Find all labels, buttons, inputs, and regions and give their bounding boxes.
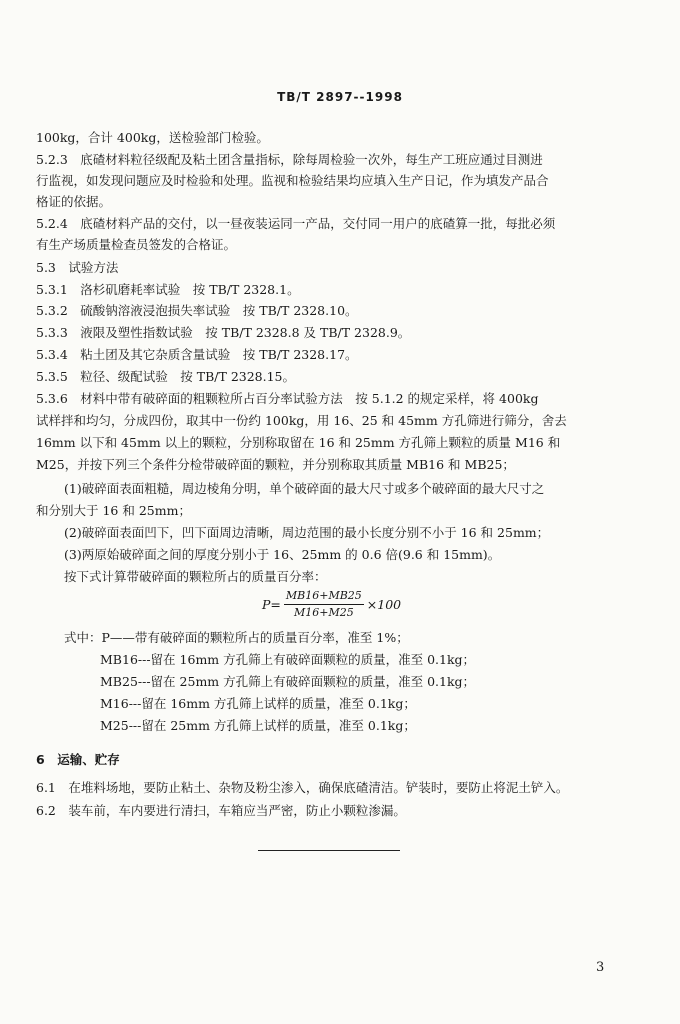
clause-5-3: 5.3 试验方法: [36, 260, 119, 275]
where-m25: M25---留在 25mm 方孔筛上试样的质量，准至 0.1kg；: [100, 718, 416, 733]
text-line: 100kg，合计 400kg，送检验部门检验。: [36, 130, 269, 145]
standard-header: TB/T 2897--1998: [277, 90, 403, 104]
clause-5-2-3: 5.2.3 底碴材料粒径级配及粘土团含量指标，除每周检验一次外，每生产工班应通过目测进: [36, 152, 543, 167]
formula-intro: 按下式计算带破碎面的颗粒所占的质量百分率：: [64, 569, 327, 584]
end-rule: [258, 850, 400, 851]
condition-3: (3)两原始破碎面之间的厚度分别小于 16、25mm 的 0.6 倍(9.6 和 15mm)。: [64, 547, 501, 562]
clause-6-2: 6.2 装车前，车内要进行清扫，车箱应当严密，防止小颗粒渗漏。: [36, 803, 406, 818]
where-p: 式中：P——带有破碎面的颗粒所占的质量百分率，准至 1%；: [64, 630, 409, 645]
formula-fraction: [284, 589, 364, 620]
formula-multiplier: ×100: [366, 596, 402, 612]
text-line: 和分别大于 16 和 25mm；: [36, 503, 191, 518]
text-line: 试样拌和均匀，分成四份，取其中一份约 100kg，用 16、25 和 45mm 方孔筛进行筛分，舍去: [36, 413, 567, 428]
text-line: M25，并按下列三个条件分检带破碎面的颗粒，并分别称取其质量 MB16 和 MB25；: [36, 457, 515, 472]
clause-5-3-2: 5.3.2 硫酸钠溶液浸泡损失率试验 按 TB/T 2328.10。: [36, 303, 358, 318]
text-line: 16mm 以下和 45mm 以上的颗粒，分别称取留在 16 和 25mm 方孔筛上颗粒的质量 M16 和: [36, 435, 561, 450]
clause-5-3-6: 5.3.6 材料中带有破碎面的粗颗粒所占百分率试验方法 按 5.1.2 的规定采样，将 400kg: [36, 391, 539, 406]
where-mb16: MB16---留在 16mm 方孔筛上有破碎面颗粒的质量，准至 0.1kg；: [100, 652, 476, 667]
text-line: 行监视，如发现问题应及时检验和处理。监视和检验结果均应填入生产日记，作为填发产品合: [36, 173, 549, 188]
clause-5-3-4: 5.3.4 粘土团及其它杂质含量试验 按 TB/T 2328.17。: [36, 347, 358, 362]
text-line: 格证的依据。: [36, 194, 112, 209]
formula-lhs: P=: [262, 596, 281, 612]
percentage-formula: [262, 586, 401, 622]
clause-5-3-5: 5.3.5 粒径、级配试验 按 TB/T 2328.15。: [36, 369, 296, 384]
formula-denominator: M16+M25: [293, 605, 354, 619]
condition-1: (1)破碎面表面粗糙，周边棱角分明，单个破碎面的最大尺寸或多个破碎面的最大尺寸之: [64, 481, 545, 496]
clause-5-3-1: 5.3.1 洛杉矶磨耗率试验 按 TB/T 2328.1。: [36, 282, 300, 297]
clause-6-1: 6.1 在堆料场地，要防止粘土、杂物及粉尘渗入，确保底碴清洁。铲装时，要防止将泥土铲入。: [36, 780, 569, 795]
condition-2: (2)破碎面表面凹下，凹下面周边清晰，周边范围的最小长度分别不小于 16 和 25mm；: [64, 525, 550, 540]
where-m16: M16---留在 16mm 方孔筛上试样的质量，准至 0.1kg；: [100, 696, 416, 711]
section-6-title: 6 运输、贮存: [36, 752, 120, 767]
formula-numerator: MB16+MB25: [284, 589, 364, 605]
clause-5-2-4: 5.2.4 底碴材料产品的交付，以一昼夜装运同一产品，交付同一用户的底碴算一批，每批必须: [36, 216, 556, 231]
clause-5-3-3: 5.3.3 液限及塑性指数试验 按 TB/T 2328.8 及 TB/T 2328.9。: [36, 325, 411, 340]
page-number: 3: [596, 960, 605, 975]
where-mb25: MB25---留在 25mm 方孔筛上有破碎面颗粒的质量，准至 0.1kg；: [100, 674, 476, 689]
text-line: 有生产场质量检查员签发的合格证。: [36, 237, 237, 252]
